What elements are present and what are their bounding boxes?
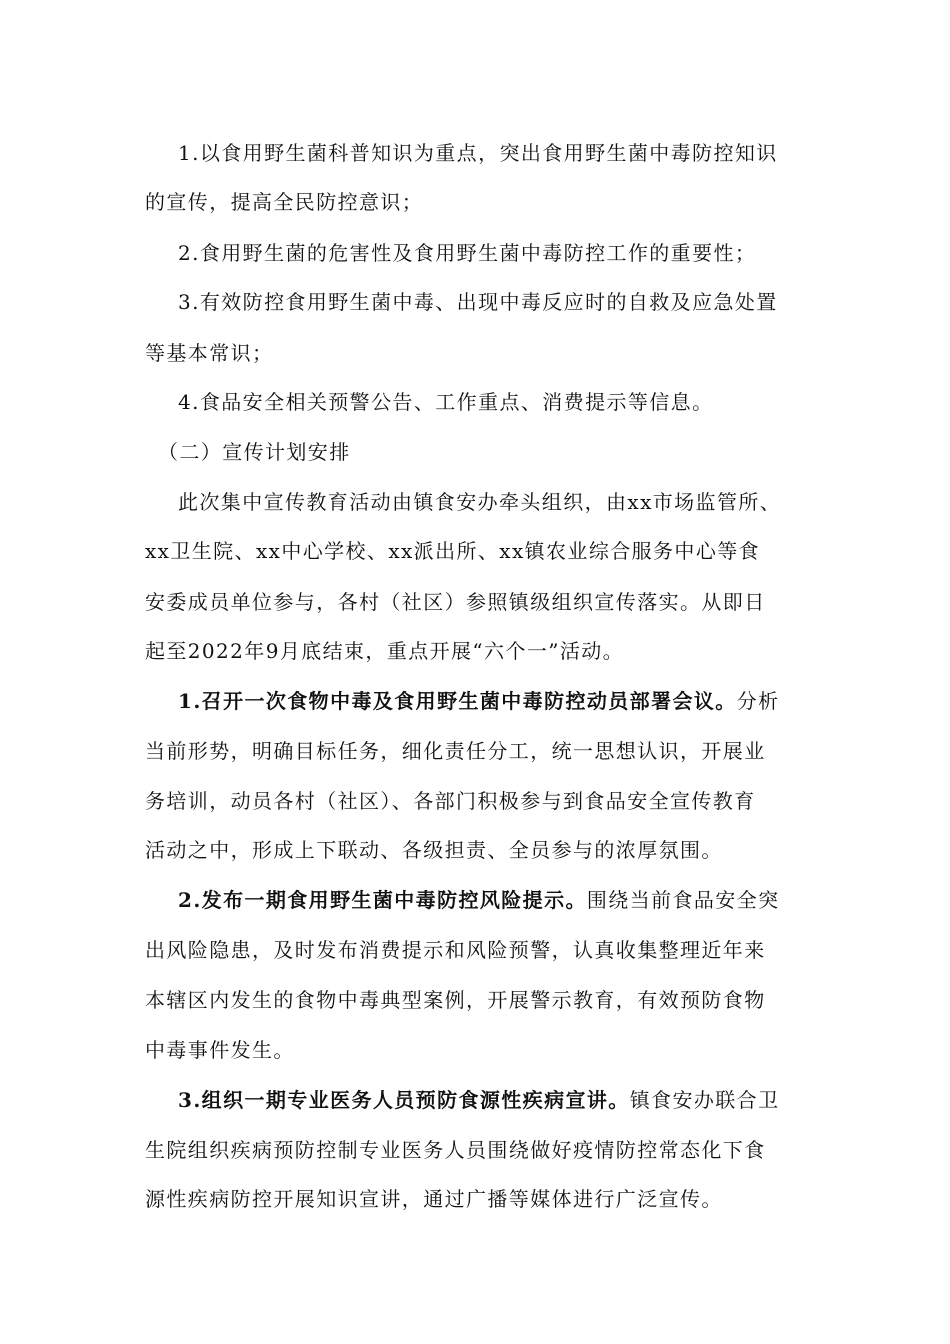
item-4: 4.食品安全相关预警公告、工作重点、消费提示等信息。 (178, 390, 714, 414)
activity-1-text-start: 分析 (736, 689, 780, 713)
activity-3-line-3: 源性疾病防控开展知识宣讲，通过广播等媒体进行广泛宣传。 (145, 1187, 723, 1211)
activity-2-line-1 (0, 884, 950, 916)
activity-1-line-4: 活动之中，形成上下联动、各级担责、全员参与的浓厚氛围。 (145, 838, 723, 862)
activity-2-line-3: 本辖区内发生的食物中毒典型案例，开展警示教育，有效预防食物 (145, 988, 766, 1012)
paragraph-1-line-1: 此次集中宣传教育活动由镇食安办牵头组织，由xx市场监管所、 (178, 490, 782, 514)
item-1-line-1: 1.以食用野生菌科普知识为重点，突出食用野生菌中毒防控知识 (178, 141, 778, 165)
activity-1-line-1 (0, 685, 950, 717)
paragraph-1-line-4: 起至2022年9月底结束，重点开展“六个一”活动。 (145, 639, 625, 663)
item-3-line-1: 3.有效防控食用野生菌中毒、出现中毒反应时的自救及应急处置 (178, 290, 778, 314)
paragraph-1-line-2: xx卫生院、xx中心学校、xx派出所、xx镇农业综合服务中心等食 (145, 539, 761, 563)
activity-2-text-start: 围绕当前食品安全突 (586, 888, 780, 912)
activity-3-title: 3.组织一期专业医务人员预防食源性疾病宣讲。 (178, 1088, 630, 1112)
activity-2-line-4: 中毒事件发生。 (145, 1038, 295, 1062)
activity-2-line-2: 出风险隐患，及时发布消费提示和风险预警，认真收集整理近年来 (145, 938, 766, 962)
item-1-line-2: 的宣传，提高全民防控意识； (145, 190, 424, 214)
activity-1-line-3: 务培训，动员各村（社区）、各部门积极参与到食品安全宣传教育 (145, 789, 756, 813)
activity-3-line-2: 生院组织疾病预防控制专业医务人员围绕做好疫情防控常态化下食 (145, 1138, 766, 1162)
activity-1-line-2: 当前形势，明确目标任务，细化责任分工，统一思想认识，开展业 (145, 739, 766, 763)
activity-1-title: 1.召开一次食物中毒及食用野生菌中毒防控动员部署会议。 (178, 689, 737, 713)
paragraph-1-line-3: 安委成员单位参与，各村（社区）参照镇级组织宣传落实。从即日 (145, 590, 766, 614)
section-heading: （二）宣传计划安排 (158, 440, 351, 464)
activity-2-title: 2.发布一期食用野生菌中毒防控风险提示。 (178, 888, 587, 912)
item-3-line-2: 等基本常识； (145, 341, 274, 365)
activity-3-text-start: 镇食安办联合卫 (629, 1088, 780, 1112)
activity-3-line-1 (0, 1084, 950, 1116)
item-2: 2.食用野生菌的危害性及食用野生菌中毒防控工作的重要性； (178, 241, 757, 265)
